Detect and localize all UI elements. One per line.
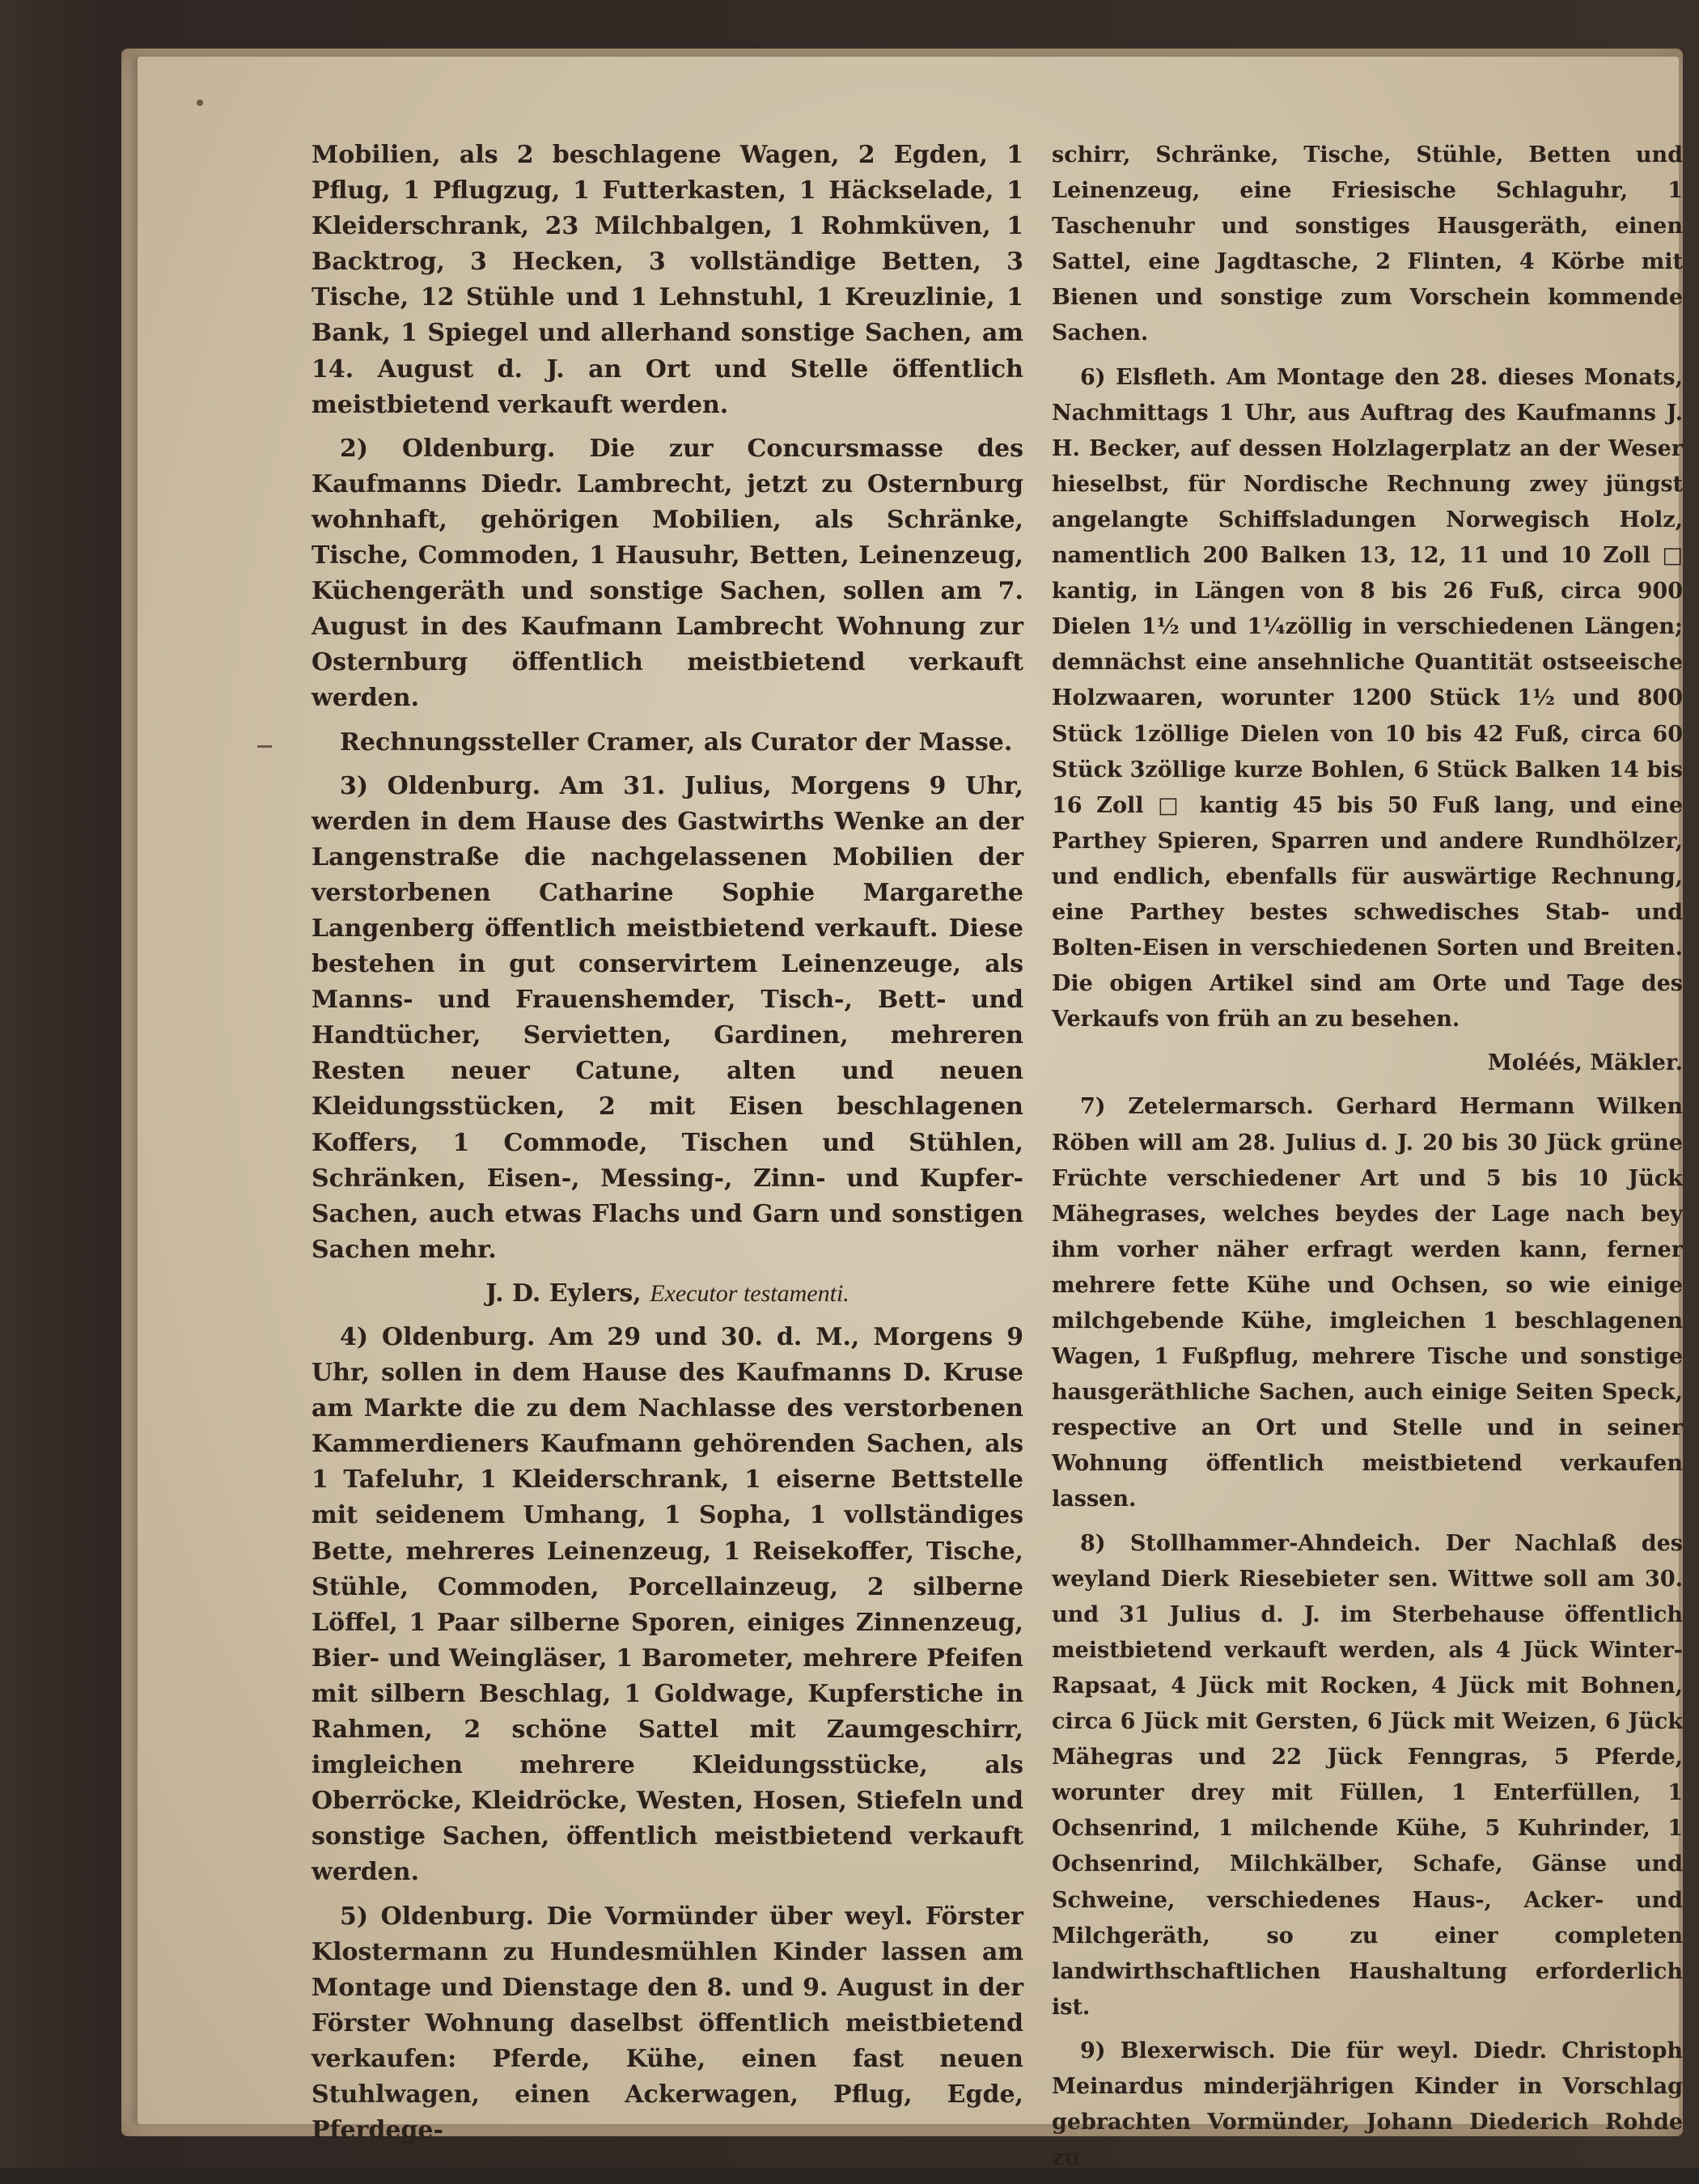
notice-3-signature (311, 1276, 1023, 1312)
notice-3-oldenburg: 3) Oldenburg. Am 31. Julius, Morgens 9 Uhr, werden in dem Hause des Gastwirths Wenke an der Langenstraße die nachgelassenen Mobilien der verstorbenen Catharine Sophie Margarethe Langenberg öffentlich meistbietend verkauft. Diese bestehen in gut conservirtem Leinenzeuge, als Manns- und Frauenshemder, Tisch-, Bett- und Handtücher, Servietten, Gardinen, mehreren Resten neuer Catune, alten und neuen Kleidungsstücken, 2 mit Eisen beschlagenen Koffers, 1 Commode, Tischen und Stühlen, Schränken, Eisen-, Messing-, Zinn- und Kupfer-Sachen, auch etwas Flachs und Garn und sonstigen Sachen mehr. (311, 771, 1023, 1264)
notice-2-oldenburg: 2) Oldenburg. Die zur Concursmasse des Kaufmanns Diedr. Lambrecht, jetzt zu Osternburg wohnhaft, gehörigen Mobilien, als Schränke, Tische, Commoden, 1 Hausuhr, Betten, Leinenzeug, Küchengeräth und sonstige Sachen, sollen am 7. August in des Kaufmann Lambrecht Wohnung zur Osternburg öffentlich meistbietend verkauft werden. (311, 434, 1023, 713)
margin-tick (257, 745, 272, 748)
signature-name: J. D. Eylers, (485, 1279, 642, 1308)
notice-5-continued: schirr, Schränke, Tische, Stühle, Betten und Leinenzeug, eine Friesische Schlaguhr, 1 Taschenuhr und sonstiges Hausgeräth, einen Sattel, eine Jagdtasche, 2 Flinten, 4 Körbe mit Bienen und sonstige zum Vorschein kommende Sachen. (1052, 142, 1683, 346)
right-column (1052, 138, 1683, 2184)
signature-role: Executor testamenti. (650, 1279, 850, 1307)
notice-7-zetelermarsch: 7) Zetelermarsch. Gerhard Hermann Wilken Röben will am 28. Julius d. J. 20 bis 30 Jück grüne Früchte verschiedener Art und 5 bis 10 Jück Mähegrases, welches beydes der Lage nach bey ihm vorher näher erfragt werden kann, ferner mehrere fette Kühe und Ochsen, so wie einige milchgebende Kühe, imgleichen 1 beschlagenen Wagen, 1 Fußpflug, mehrere Tische und sonstige hausgeräthliche Sachen, auch einige Seiten Speck, respective an Ort und Stelle und in seiner Wohnung öffentlich meistbietend verkaufen lassen. (1052, 1094, 1683, 1512)
notice-4-oldenburg: 4) Oldenburg. Am 29 und 30. d. M., Morgens 9 Uhr, sollen in dem Hause des Kaufmanns D. Kruse am Markte die zu dem Nachlasse des verstorbenen Kammerdieners Kaufmann gehörenden Sachen, als 1 Tafeluhr, 1 Kleiderschrank, 1 eiserne Bettstelle mit seidenem Umhang, 1 Sopha, 1 vollständiges Bette, mehreres Leinenzeug, 1 Reisekoffer, Tische, Stühle, Commoden, Porcellainzeug, 2 silberne Löffel, 1 Paar silberne Sporen, einiges Zinnenzeug, Bier- und Weingläser, 1 Barometer, mehrere Pfeifen mit silbern Beschlag, 1 Goldwage, Kupferstiche in Rahmen, 2 schöne Sattel mit Zaumgeschirr, imgleichen mehrere Kleidungsstücke, als Oberröcke, Kleidröcke, Westen, Hosen, Stiefeln und sonstige Sachen, öffentlich meistbietend verkauft werden. (311, 1323, 1023, 1887)
notice-5-oldenburg: 5) Oldenburg. Die Vormünder über weyl. Förster Klostermann zu Hundesmühlen Kinder lassen am Montage und Dienstage den 8. und 9. August in der Förster Wohnung daselbst öffentlich meistbietend verkaufen: Pferde, Kühe, einen fast neuen Stuhlwagen, einen Ackerwagen, Pflug, Egde, Pferdege- (311, 1902, 1023, 2145)
notice-6-elsfleth: 6) Elsfleth. Am Montage den 28. dieses Monats, Nachmittags 1 Uhr, aus Auftrag des Kaufmanns J. H. Becker, auf dessen Holzlagerplatz an der Weser hieselbst, für Nordische Rechnung zwey jüngst angelangte Schiffsladungen Norwegisch Holz, namentlich 200 Balken 13, 12, 11 und 10 Zoll □ kantig, in Längen von 8 bis 26 Fuß, circa 900 Dielen 1½ und 1¼zöllig in verschiedenen Längen; demnächst eine ansehnliche Quantität ostseeische Holzwaaren, worunter 1200 Stück 1½ und 800 Stück 1zöllige Dielen von 10 bis 42 Fuß, circa 60 Stück 3zöllige kurze Bohlen, 6 Stück Balken 14 bis 16 Zoll □ kantig 45 bis 50 Fuß lang, und eine Parthey Spieren, Sparren und andere Rundhölzer, und endlich, ebenfalls für auswärtige Rechnung, eine Parthey bestes schwedisches Stab- und Bolten-Eisen in verschiedenen Sorten und Breiten. Die obigen Artikel sind am Orte und Tage des Verkaufs von früh an zu besehen. (1052, 364, 1683, 1033)
notice-2-signature: Rechnungssteller Cramer, als Curator der Masse. (340, 727, 1013, 757)
notice-8-stollhammer: 8) Stollhammer-Ahndeich. Der Nachlaß des weyland Dierk Riesebieter sen. Wittwe soll am 30. und 31 Julius d. J. im Sterbehause öffentlich meistbietend verkauft werden, als 4 Jück Winter-Rapsaat, 4 Jück mit Rocken, 4 Jück mit Bohnen, circa 6 Jück mit Gersten, 6 Jück mit Weizen, 6 Jück Mähegras und 22 Jück Fenngras, 5 Pferde, worunter drey mit Füllen, 1 Enterfüllen, 1 Ochsenrind, 1 milchende Kühe, 5 Kuhrinder, 1 Ochsenrind, Milchkälber, Schafe, Gänse und Schweine, verschiedenes Haus-, Acker- und Milchgeräth, so zu einer completen landwirthschaftlichen Haushaltung erforderlich ist. (1052, 1530, 1683, 2020)
notice-9-blexerwisch: 9) Blexerwisch. Die für weyl. Diedr. Christoph Meinardus minderjährigen Kinder in Vorschlag gebrachten Vormünder, Johann Diederich Rohde zu (1052, 2038, 1683, 2171)
left-column (311, 138, 1023, 2156)
notice-1-continued: Mobilien, als 2 beschlagene Wagen, 2 Egden, 1 Pflug, 1 Pflugzug, 1 Futterkasten, 1 Häckselade, 1 Kleiderschrank, 23 Milchbalgen, 1 Rohmküven, 1 Backtrog, 3 Hecken, 3 vollständige Betten, 3 Tische, 12 Stühle und 1 Lehnstuhl, 1 Kreuzlinie, 1 Bank, 1 Spiegel und allerhand sonstige Sachen, am 14. August d. J. an Ort und Stelle öffentlich meistbietend verkauft werden. (311, 141, 1023, 419)
notice-6-signature: Moléés, Mäkler. (1487, 1050, 1683, 1076)
page-mark-dot (197, 100, 203, 106)
